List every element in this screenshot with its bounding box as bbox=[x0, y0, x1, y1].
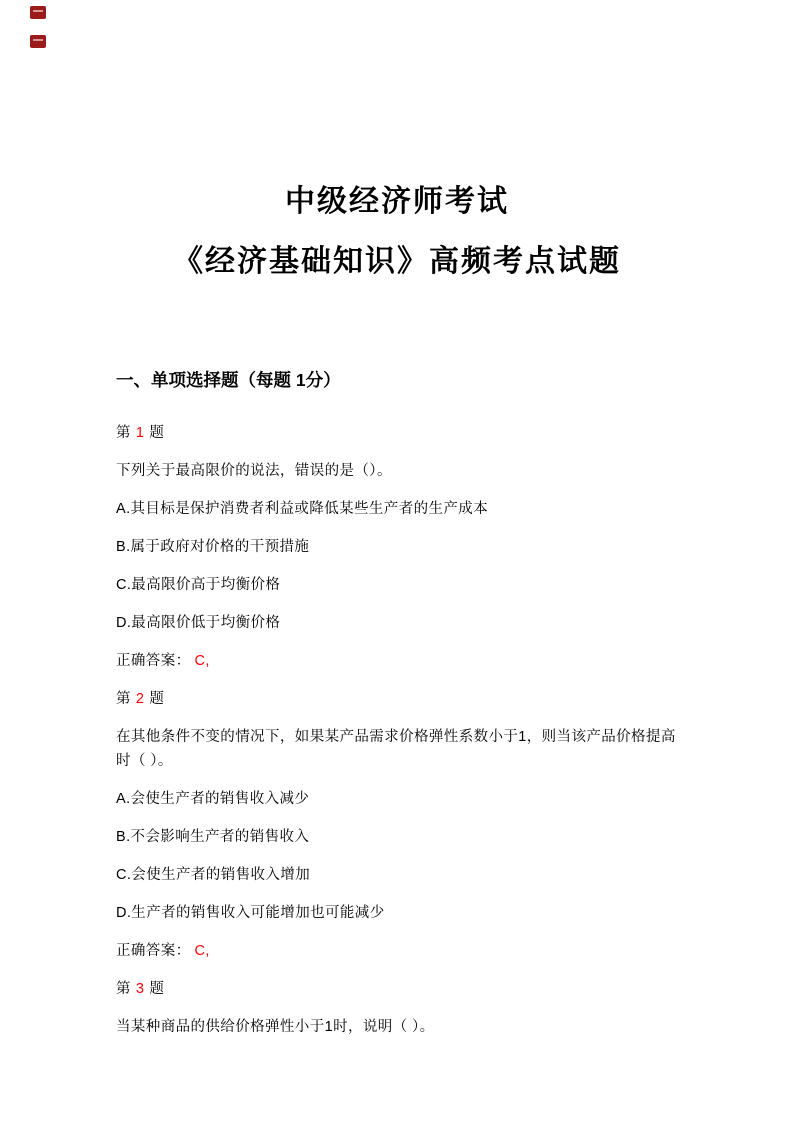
option-d: D.最高限价低于均衡价格 bbox=[116, 615, 281, 631]
question-prefix: 第 bbox=[116, 981, 131, 997]
option-d: D.生产者的销售收入可能增加也可能减少 bbox=[116, 905, 385, 921]
answer-value: C, bbox=[194, 653, 210, 669]
option-a: A.会使生产者的销售收入减少 bbox=[116, 791, 310, 807]
question-1-block bbox=[116, 421, 682, 673]
question-text: 在其他条件不变的情况下，如果某产品需求价格弹性系数小于1，则当该产品价格提高时（ ）。 bbox=[116, 729, 676, 769]
question-text: 当某种商品的供给价格弹性小于1时，说明（ ）。 bbox=[116, 1019, 435, 1035]
question-suffix: 题 bbox=[149, 425, 165, 441]
answer-label: 正确答案： bbox=[116, 653, 191, 669]
question-3-block bbox=[116, 977, 682, 1039]
question-number-line bbox=[116, 687, 682, 711]
question-suffix: 题 bbox=[149, 981, 165, 997]
option-b: B.属于政府对价格的干预措施 bbox=[116, 539, 310, 555]
question-number-value: 2 bbox=[135, 691, 145, 707]
answer-line bbox=[116, 649, 682, 673]
title-block bbox=[0, 0, 794, 280]
corner-seal-mark-1 bbox=[30, 6, 46, 19]
doc-title-line2: 《经济基础知识》高频考点试题 bbox=[173, 245, 621, 278]
option-a: A.其目标是保护消费者利益或降低某些生产者的生产成本 bbox=[116, 501, 489, 517]
question-prefix: 第 bbox=[116, 691, 131, 707]
answer-label: 正确答案： bbox=[116, 943, 191, 959]
seal-fleck bbox=[33, 10, 43, 12]
seal-fleck bbox=[33, 39, 43, 41]
answer-value: C, bbox=[194, 943, 210, 959]
option-b: B.不会影响生产者的销售收入 bbox=[116, 829, 310, 845]
question-suffix: 题 bbox=[149, 691, 165, 707]
question-number-value: 3 bbox=[135, 981, 145, 997]
question-number-value: 1 bbox=[135, 425, 145, 441]
answer-line bbox=[116, 939, 682, 963]
question-prefix: 第 bbox=[116, 425, 131, 441]
option-c: C.最高限价高于均衡价格 bbox=[116, 577, 281, 593]
option-c: C.会使生产者的销售收入增加 bbox=[116, 867, 311, 883]
doc-title-line1: 中级经济师考试 bbox=[285, 185, 509, 218]
section-heading: 一、单项选择题（每题 1分） bbox=[116, 370, 341, 390]
corner-seal-mark-2 bbox=[30, 35, 46, 48]
question-2-block bbox=[116, 687, 682, 963]
question-number-line bbox=[116, 977, 682, 1001]
question-number-line bbox=[116, 421, 682, 445]
question-text: 下列关于最高限价的说法，错误的是（）。 bbox=[116, 463, 392, 479]
document-body bbox=[0, 368, 794, 1039]
